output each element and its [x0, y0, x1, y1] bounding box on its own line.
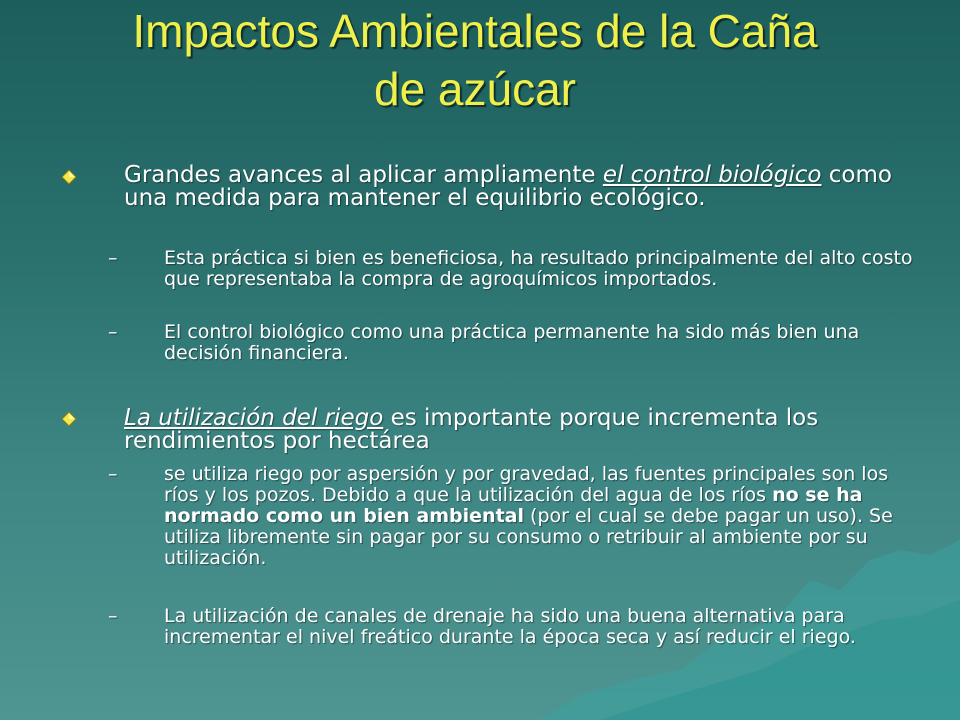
- sub-dash-3: –: [108, 463, 118, 485]
- sub-bullet-2-1-bold: no se ha normado como un bien ambiental: [164, 484, 863, 527]
- bullet-2-post: es importante porque incrementa los rendimientos por hectárea: [124, 405, 819, 454]
- title-line-1: Impactos Ambientales de la Caña: [132, 5, 818, 57]
- sub-bullet-2-1: [164, 464, 914, 569]
- diamond-bullet-icon: [60, 168, 78, 186]
- sub-bullet-2-2: La utilización de canales de drenaje ha sido una buena alternativa para incrementar el nivel freático durante la época seca y así reducir el riego.: [164, 605, 856, 648]
- bullet-2-text: [124, 407, 904, 453]
- sub-bullet-2-1-post: (por el cual se debe pagar un uso). Se utiliza libremente sin pagar por su consumo o retribuir al ambiente por su utilización.: [164, 505, 893, 569]
- slide-title: [40, 2, 910, 118]
- bullet-1-emphasis: el control biológico: [602, 162, 822, 188]
- sub-bullet-1-2: El control biológico como una práctica permanente ha sido más bien una decisión financiera.: [164, 321, 860, 364]
- diamond-bullet-icon: [60, 410, 78, 428]
- sub-dash-4: –: [108, 605, 118, 627]
- bullet-1-text: [124, 164, 904, 210]
- sub-bullet-1-1: Esta práctica si bien es beneficiosa, ha resultado principalmente del alto costo que representaba la compra de agroquímicos importados.: [164, 247, 913, 290]
- title-line-2: de azúcar: [373, 63, 576, 115]
- bullet-2-emphasis: La utilización del riego: [124, 405, 384, 431]
- sub-dash-1: –: [108, 247, 118, 269]
- bullet-1-post: como una medida para mantener el equilibrio ecológico.: [124, 162, 892, 211]
- bullet-1-pre: Grandes avances al aplicar ampliamente: [124, 162, 603, 188]
- sub-dash-2: –: [108, 321, 118, 343]
- sub-bullet-2-1-pre: se utiliza riego por aspersión y por gravedad, las fuentes principales son los ríos y los pozos. Debido a que la utilización del agua de los ríos: [164, 463, 889, 506]
